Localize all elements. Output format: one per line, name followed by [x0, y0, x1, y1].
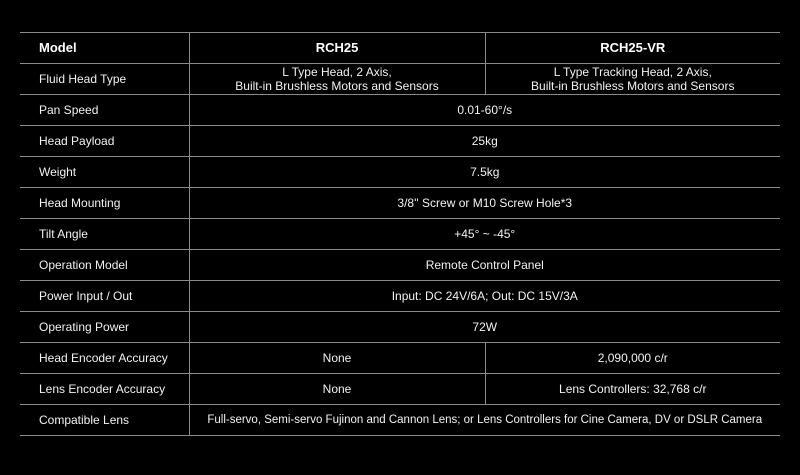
row-value: Remote Control Panel — [189, 250, 780, 281]
row-value: 0.01-60°/s — [189, 95, 780, 126]
row-value: 25kg — [189, 126, 780, 157]
header-rch25: RCH25 — [189, 33, 485, 64]
row-label: Lens Encoder Accuracy — [20, 374, 189, 405]
header-model: Model — [20, 33, 189, 64]
row-label: Weight — [20, 157, 189, 188]
row-value-rch25-vr: 2,090,000 c/r — [485, 343, 780, 374]
row-label: Pan Speed — [20, 95, 189, 126]
row-label: Tilt Angle — [20, 219, 189, 250]
row-label: Power Input / Out — [20, 281, 189, 312]
row-label: Compatible Lens — [20, 405, 189, 436]
table-row — [20, 95, 780, 126]
row-label: Operation Model — [20, 250, 189, 281]
table-row — [20, 64, 780, 95]
row-value: 7.5kg — [189, 157, 780, 188]
row-label: Head Encoder Accuracy — [20, 343, 189, 374]
value-line: L Type Tracking Head, 2 Axis, — [553, 65, 712, 79]
row-value-rch25-vr — [485, 64, 780, 95]
header-rch25-vr: RCH25-VR — [485, 33, 780, 64]
table-row — [20, 188, 780, 219]
table-row — [20, 157, 780, 188]
header-row — [20, 33, 780, 64]
table-row — [20, 374, 780, 405]
row-value: Full-servo, Semi-servo Fujinon and Cannon Lens; or Lens Controllers for Cine Camera, DV or DSLR Camera — [189, 405, 780, 436]
row-value-rch25: None — [189, 343, 485, 374]
table-row — [20, 219, 780, 250]
value-line: L Type Head, 2 Axis, — [282, 65, 392, 79]
row-label: Head Mounting — [20, 188, 189, 219]
value-line: Built-in Brushless Motors and Sensors — [531, 79, 735, 93]
table-row — [20, 343, 780, 374]
value-line: Built-in Brushless Motors and Sensors — [235, 79, 439, 93]
table-row — [20, 126, 780, 157]
table-row — [20, 281, 780, 312]
row-value: Input: DC 24V/6A; Out: DC 15V/3A — [189, 281, 780, 312]
row-label: Head Payload — [20, 126, 189, 157]
row-value-rch25: None — [189, 374, 485, 405]
row-value: 72W — [189, 312, 780, 343]
row-value-rch25-vr: Lens Controllers: 32,768 c/r — [485, 374, 780, 405]
row-label: Operating Power — [20, 312, 189, 343]
table-row — [20, 405, 780, 436]
table-row — [20, 250, 780, 281]
row-value: +45° ~ -45° — [189, 219, 780, 250]
row-value-rch25 — [189, 64, 485, 95]
row-label: Fluid Head Type — [20, 64, 189, 95]
table-row — [20, 312, 780, 343]
spec-table — [20, 32, 780, 436]
row-value: 3/8'' Screw or M10 Screw Hole*3 — [189, 188, 780, 219]
